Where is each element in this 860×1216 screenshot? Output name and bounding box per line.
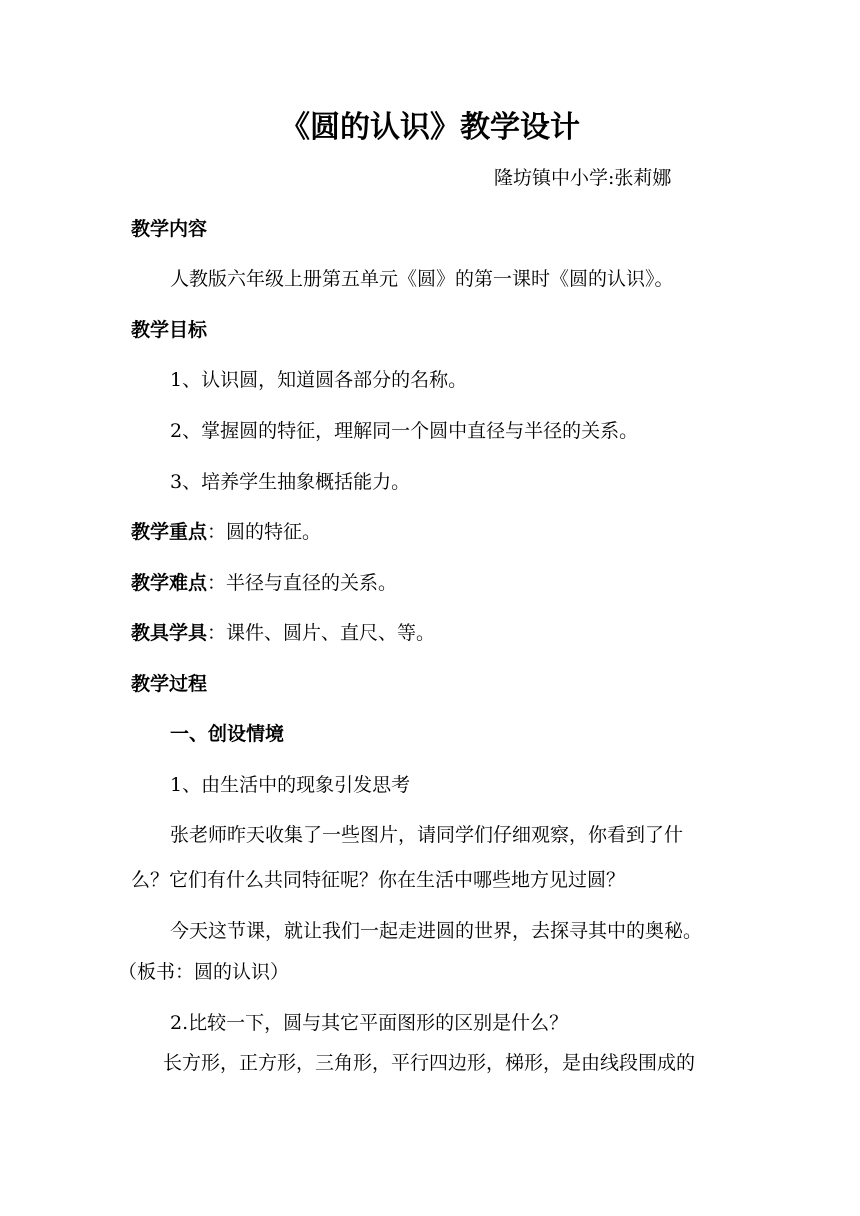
section-heading-process: 教学过程: [131, 673, 208, 695]
goal-item-2: 2、掌握圆的特征，理解同一个圆中直径与半径的关系。: [170, 420, 639, 442]
difficulty-line: [131, 569, 397, 597]
section-heading-content: 教学内容: [131, 218, 208, 240]
difficulty-value: ：半径与直径的关系。: [207, 572, 398, 594]
goal-item-1: 1、认识圆，知道圆各部分的名称。: [170, 369, 468, 391]
key-point-value: ：圆的特征。: [207, 521, 322, 543]
tools-value: ：课件、圆片、直尺、等。: [207, 622, 436, 644]
step-2-title: 2.比较一下，圆与其它平面图形的区别是什么？: [170, 1012, 569, 1034]
paragraph-2-line-1: 今天这节课，就让我们一起走进圆的世界，去探寻其中的奥秘。: [170, 920, 703, 942]
section-heading-goals: 教学目标: [131, 319, 208, 341]
sub-heading-scenario: 一、创设情境: [170, 723, 285, 745]
key-point-label: 教学重点: [131, 521, 208, 543]
paragraph-1-line-2: 么？它们有什么共同特征呢？你在生活中哪些地方见过圆？: [131, 869, 626, 891]
goal-item-3: 3、培养学生抽象概括能力。: [170, 471, 411, 493]
step-1-title: 1、由生活中的现象引发思考: [170, 774, 411, 796]
difficulty-label: 教学难点: [131, 572, 208, 594]
document-title: 《圆的认识》教学设计: [280, 110, 580, 145]
paragraph-2-line-2: （板书：圆的认识）: [118, 961, 290, 983]
paragraph-1-line-1: 张老师昨天收集了一些图片，请同学们仔细观察，你看到了什: [170, 824, 684, 846]
paragraph-3-line-1: 长方形，正方形，三角形，平行四边形，梯形，是由线段围成的: [163, 1052, 696, 1074]
tools-line: [131, 619, 435, 647]
key-point-line: [131, 518, 321, 546]
content-paragraph: 人教版六年级上册第五单元《圆》的第一课时《圆的认识》。: [170, 268, 674, 290]
author-line: 隆坊镇中小学:张莉娜: [494, 167, 672, 189]
tools-label: 教具学具: [131, 622, 208, 644]
